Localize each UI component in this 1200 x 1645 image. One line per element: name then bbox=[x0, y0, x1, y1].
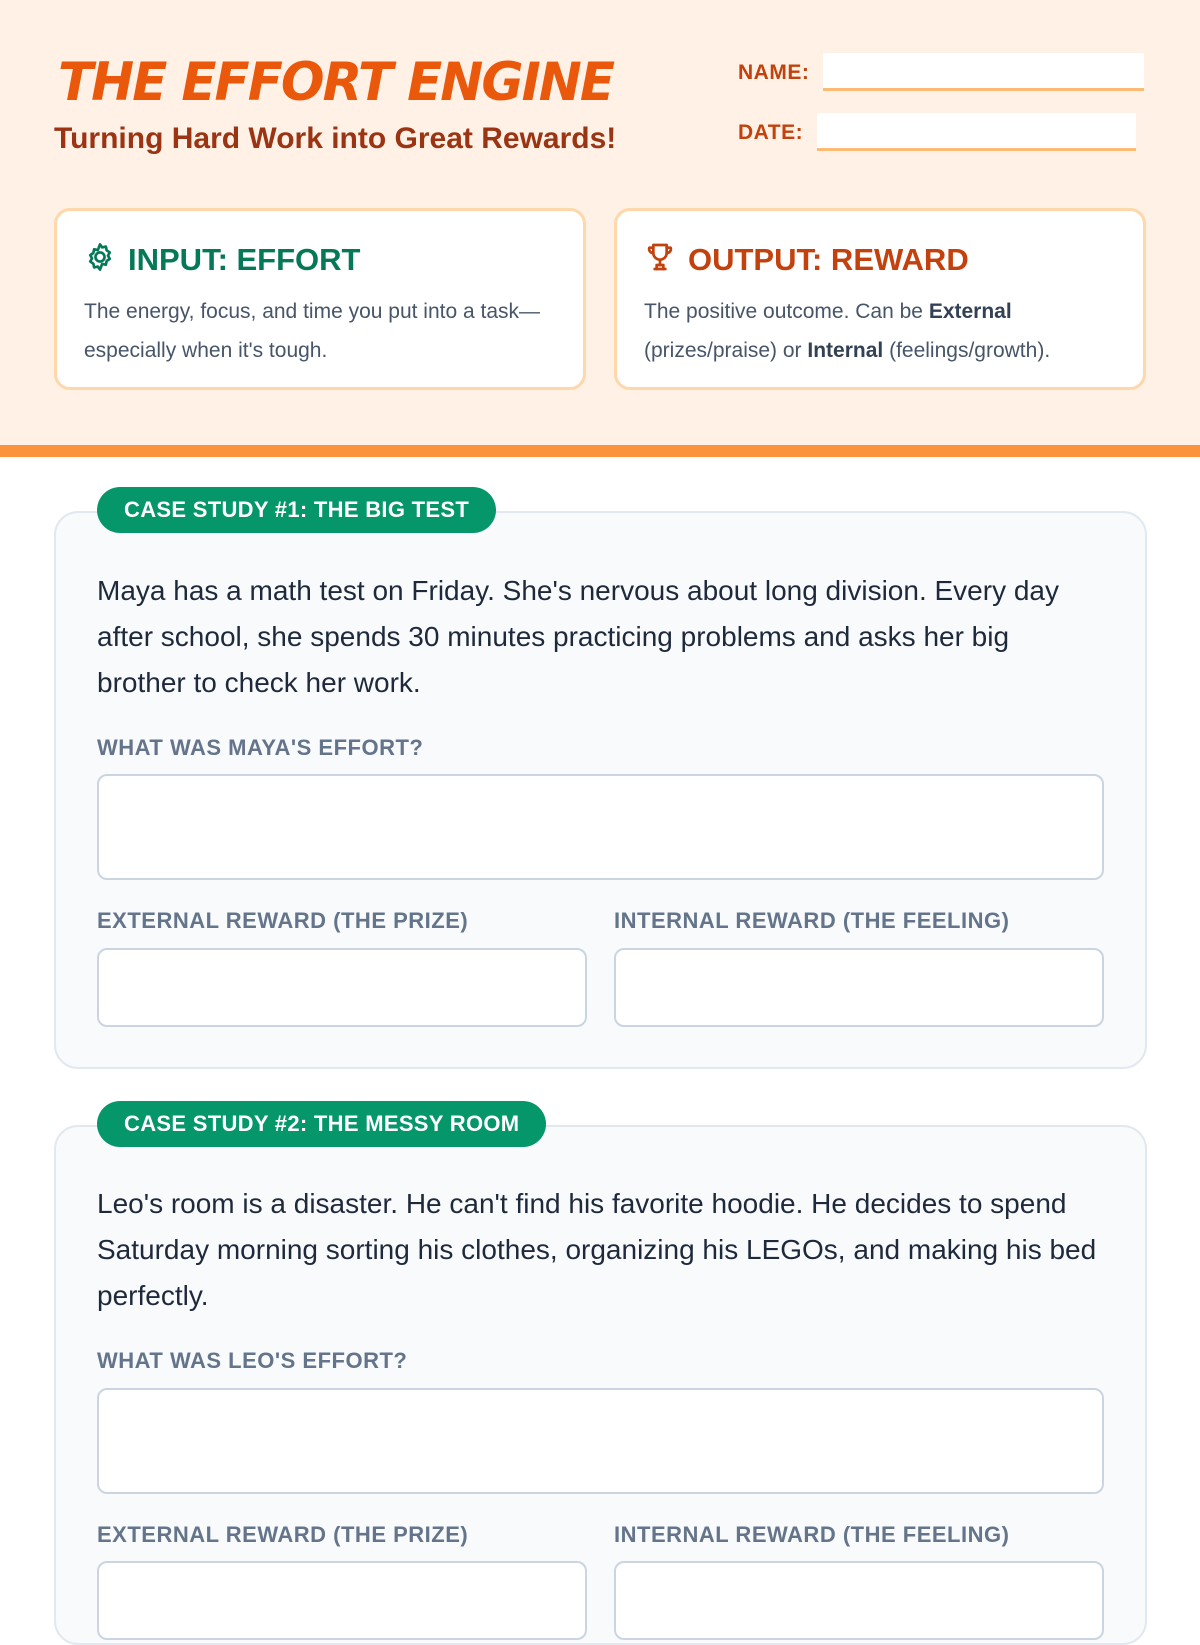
name-field[interactable] bbox=[823, 53, 1144, 91]
output-text-part: The positive outcome. Can be bbox=[644, 300, 929, 323]
internal-keyword: Internal bbox=[807, 339, 884, 362]
case-study-story-1: Maya has a math test on Friday. She's nervous about long division. Every day after school, she spends 30 minutes practicing problems and asks her big brother to check her work. bbox=[97, 575, 1059, 698]
trophy-icon bbox=[644, 241, 688, 278]
date-label: DATE: bbox=[738, 121, 804, 144]
external-reward-label-1: EXTERNAL REWARD (THE PRIZE) bbox=[97, 908, 469, 933]
date-field-row bbox=[738, 113, 1136, 151]
input-effort-title: INPUT: EFFORT bbox=[128, 241, 361, 277]
output-text-part: (prizes/praise) or bbox=[644, 339, 808, 362]
internal-reward-label-2: INTERNAL REWARD (THE FEELING) bbox=[614, 1522, 1010, 1547]
output-reward-header bbox=[644, 241, 1117, 278]
external-reward-box-1[interactable] bbox=[97, 948, 587, 1027]
internal-reward-box-1[interactable] bbox=[614, 948, 1104, 1027]
internal-reward-label-1: INTERNAL REWARD (THE FEELING) bbox=[614, 908, 1010, 933]
name-label: NAME: bbox=[738, 61, 810, 84]
worksheet-title: THE EFFORT ENGINE bbox=[58, 52, 614, 113]
date-field[interactable] bbox=[817, 113, 1136, 151]
external-reward-box-2[interactable] bbox=[97, 1561, 587, 1640]
effort-answer-box-1[interactable] bbox=[97, 774, 1104, 880]
effort-question-label-2: WHAT WAS LEO'S EFFORT? bbox=[97, 1348, 408, 1373]
input-effort-card bbox=[54, 208, 586, 390]
worksheet-header bbox=[0, 0, 1200, 457]
output-reward-title: OUTPUT: REWARD bbox=[688, 241, 969, 277]
input-effort-text: The energy, focus, and time you put into a task—especially when it's tough. bbox=[84, 300, 541, 362]
case-study-badge-1: CASE STUDY #1: THE BIG TEST bbox=[97, 487, 496, 533]
output-reward-text bbox=[644, 292, 1117, 370]
case-study-badge-2: CASE STUDY #2: THE MESSY ROOM bbox=[97, 1101, 546, 1147]
gear-icon bbox=[84, 241, 128, 278]
worksheet-subtitle: Turning Hard Work into Great Rewards! bbox=[54, 122, 617, 155]
input-effort-header bbox=[84, 241, 557, 278]
external-reward-label-2: EXTERNAL REWARD (THE PRIZE) bbox=[97, 1522, 469, 1547]
internal-reward-box-2[interactable] bbox=[614, 1561, 1104, 1640]
output-reward-card bbox=[614, 208, 1146, 390]
name-field-row bbox=[738, 53, 1144, 91]
output-text-part: (feelings/growth). bbox=[883, 339, 1051, 362]
effort-question-label-1: WHAT WAS MAYA'S EFFORT? bbox=[97, 735, 424, 760]
case-study-story-2: Leo's room is a disaster. He can't find his favorite hoodie. He decides to spend Saturday morning sorting his clothes, organizing his LEGOs, and making his bed perfectly. bbox=[97, 1188, 1097, 1311]
effort-answer-box-2[interactable] bbox=[97, 1388, 1104, 1494]
external-keyword: External bbox=[928, 300, 1012, 323]
